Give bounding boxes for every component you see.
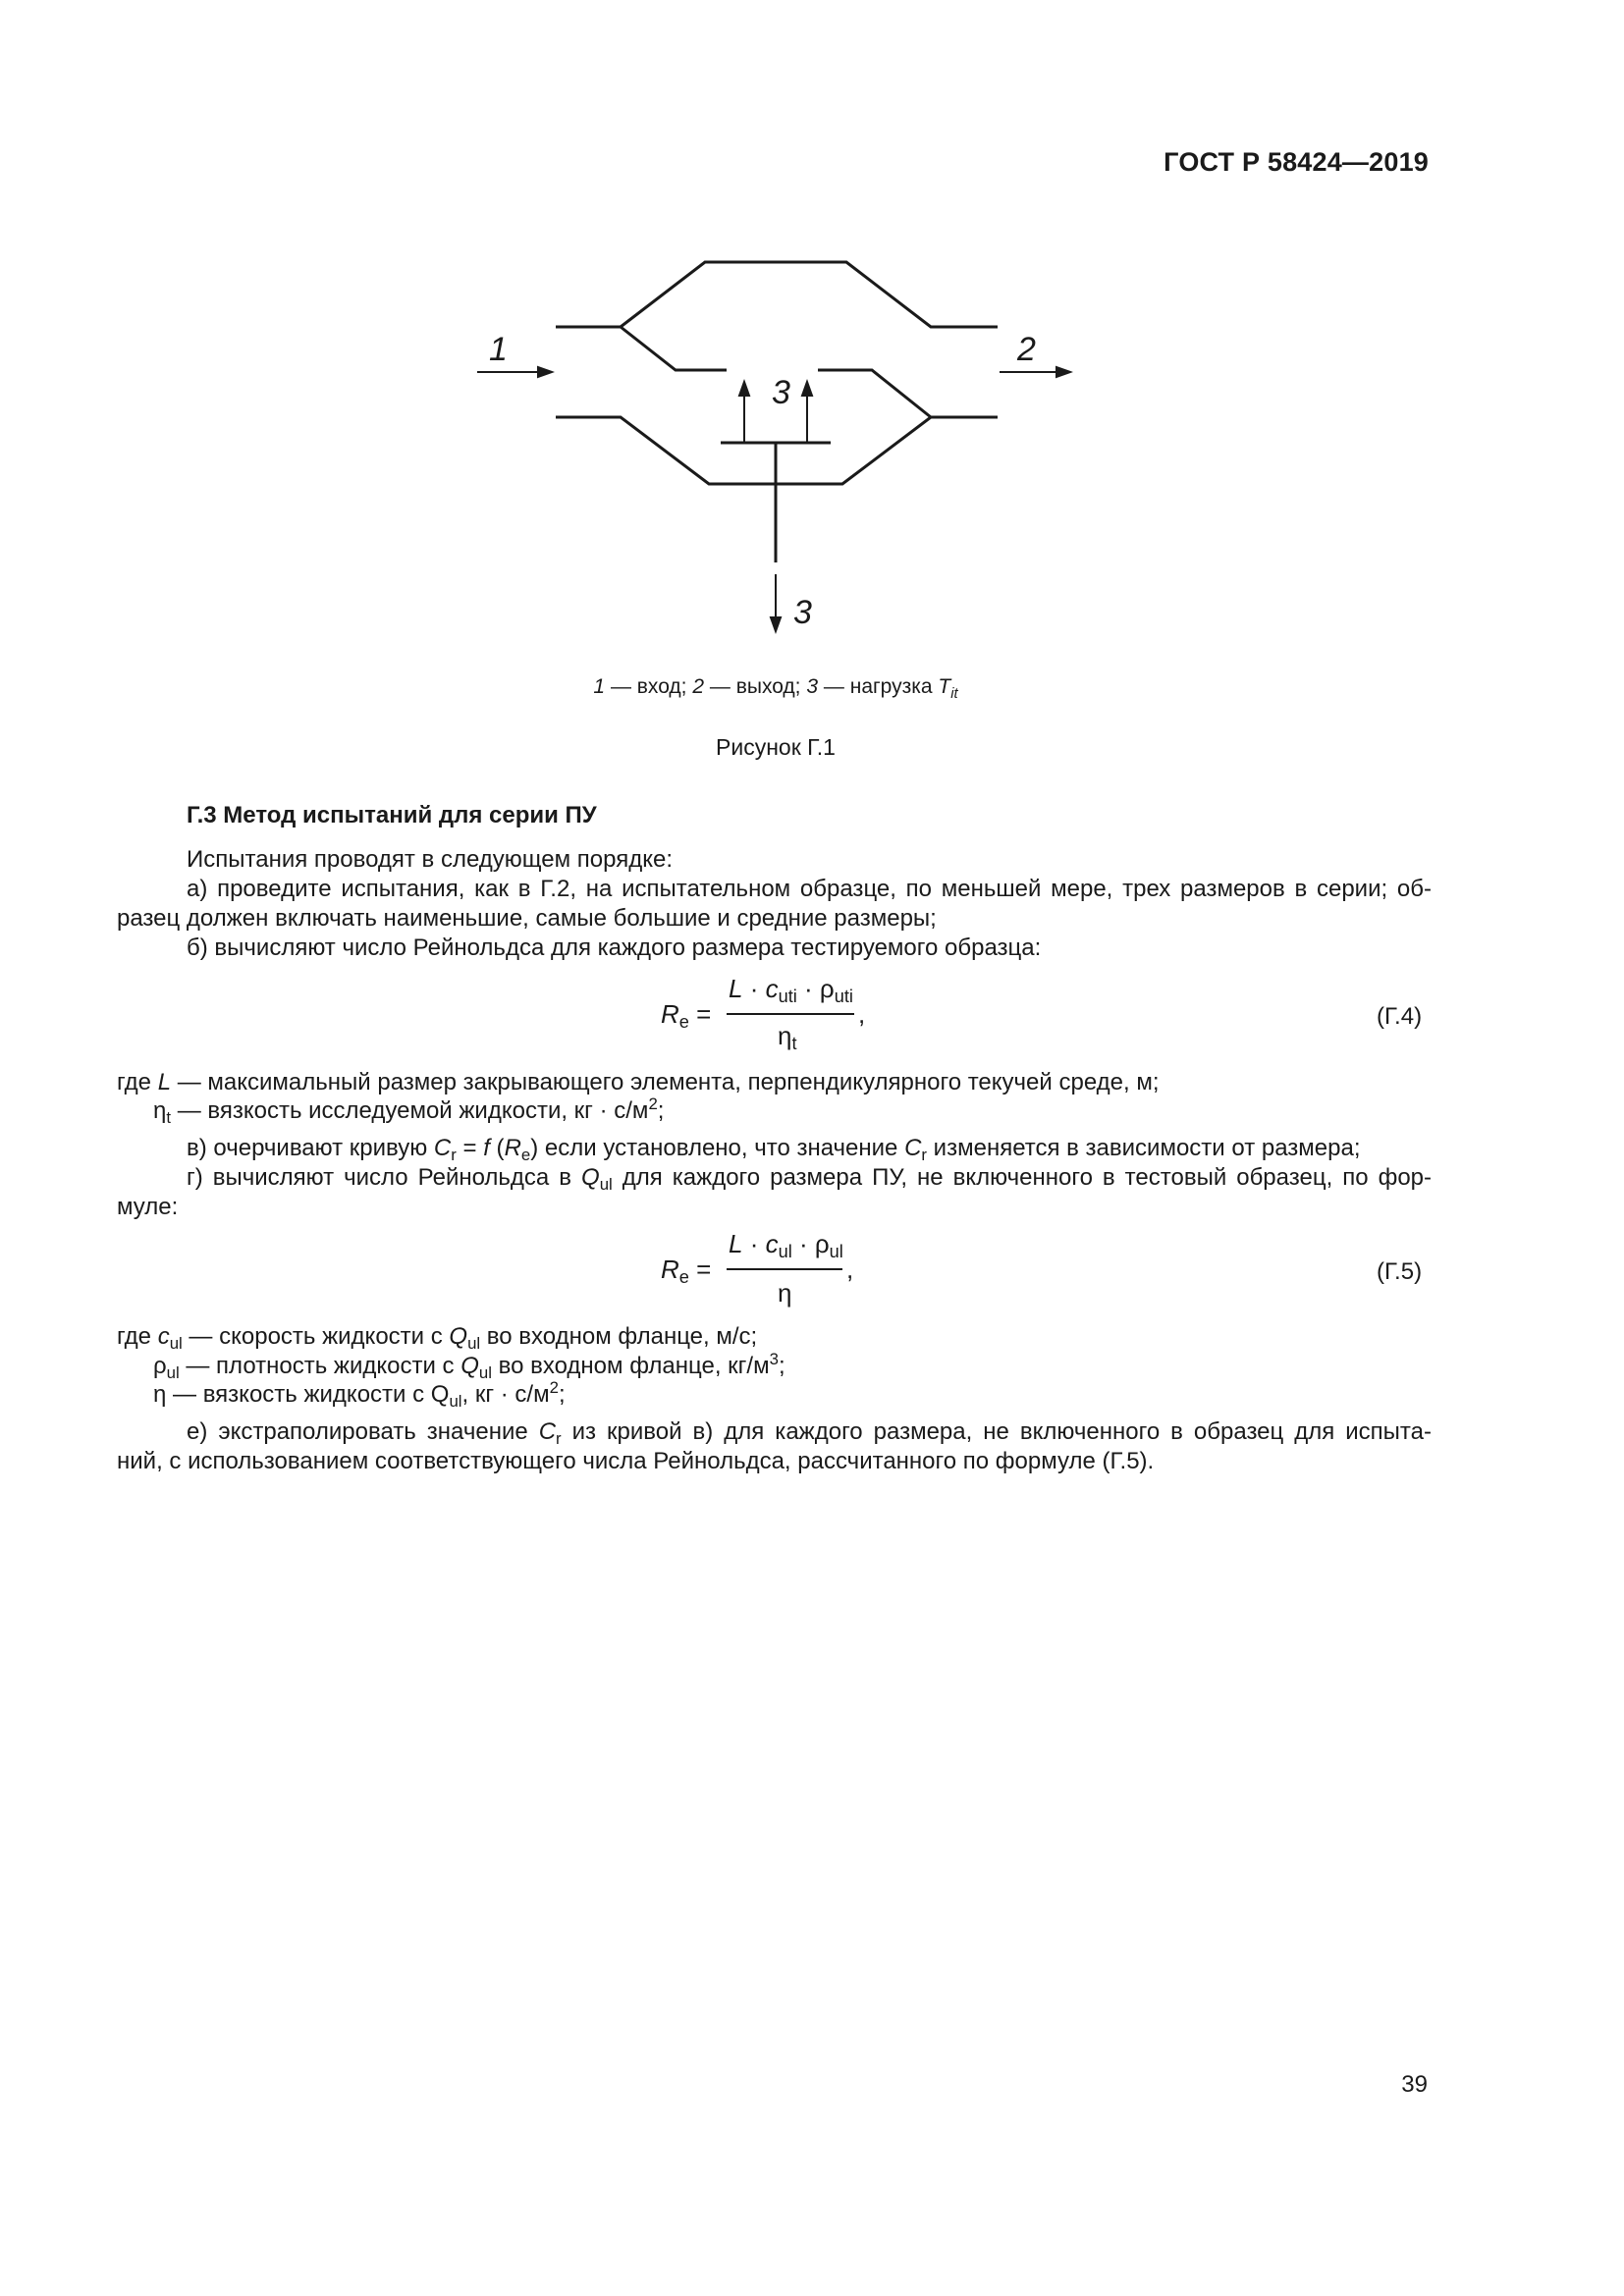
item-a-line2: разец должен включать наименьшие, самые большие и средние размеры; bbox=[117, 905, 937, 932]
formula-g5: $R_e$ = $L \cdot c_{ul} \cdot \rho_{ul}$ η , (Г.5) bbox=[661, 1229, 1423, 1308]
where4-line1: где L — максимальный размер закрывающего элемента, перпендикулярного текучей среде, м; bbox=[117, 1069, 1160, 1095]
section-title: Г.3 Метод испытаний для серии ПУ bbox=[187, 802, 597, 828]
figure-g1 bbox=[469, 250, 1098, 667]
fraction-bar bbox=[727, 1268, 842, 1270]
item-v: в) очерчивают кривую $C_r = f$ $(R_e)$ если установлено, что значение $C_r$ изменяется в зависимости от размера; bbox=[187, 1135, 1361, 1164]
item-g-line2: муле: bbox=[117, 1194, 179, 1220]
item-g-line1: г) вычисляют число Рейнольдса в $Q_{ul}$ для каждого размера ПУ, не включенного в тестовый образец, по фор- bbox=[187, 1164, 1432, 1194]
where5-line3: η — вязкость жидкости с $Q_{ul}$, кг · $с/м^2$; bbox=[153, 1378, 566, 1411]
label-load-bottom: 3 bbox=[793, 594, 812, 631]
item-a-line1: а) проведите испытания, как в Г.2, на испытательном образце, по меньшей мере, трех размеров в серии; об- bbox=[187, 876, 1432, 902]
load-arrowhead-right bbox=[802, 382, 812, 396]
fraction-bar bbox=[727, 1013, 854, 1015]
equation-number: (Г.4) bbox=[1377, 1003, 1423, 1030]
inlet-arrowhead bbox=[538, 367, 552, 377]
flow-diagram bbox=[469, 250, 1098, 663]
document-code: ГОСТ Р 58424—2019 bbox=[1164, 147, 1429, 177]
label-inlet: 1 bbox=[489, 331, 508, 368]
formula-g4: $R_e$ = $L \cdot c_{uti} \cdot \rho_{uti}$ $\eta_t$ , (Г.4) bbox=[661, 974, 1423, 1053]
item-e-line2: ний, с использованием соответствующего числа Рейнольдса, рассчитанного по формуле (Г.5). bbox=[117, 1448, 1155, 1474]
equation-number: (Г.5) bbox=[1377, 1258, 1423, 1285]
outlet-arrowhead bbox=[1056, 367, 1070, 377]
label-outlet: 2 bbox=[1017, 331, 1036, 368]
label-load-top: 3 bbox=[772, 374, 790, 411]
where4-line2: $\eta_t$ — вязкость исследуемой жидкости, кг · $с/м^2$; bbox=[153, 1095, 665, 1127]
vessel-outline bbox=[556, 262, 998, 562]
inner-upper-wall bbox=[621, 327, 727, 370]
page-number: 39 bbox=[1401, 2071, 1428, 2098]
item-e-line1: е) экстраполировать значение $C_r$ из кривой в) для каждого размера, не включенного в образец для испыта- bbox=[187, 1418, 1432, 1448]
load-arrowhead-down bbox=[771, 617, 781, 631]
upper-wall bbox=[556, 262, 998, 327]
item-b: б) вычисляют число Рейнольдса для каждого размера тестируемого образца: bbox=[187, 934, 1042, 961]
where5-line1: где $c_{ul}$ — скорость жидкости с $Q_{ul}$ во входном фланце, м/с; bbox=[117, 1323, 758, 1353]
figure-legend: 1 — вход; 2 — выход; 3 — нагрузка $T_{it}$ bbox=[593, 675, 958, 702]
inner-right-wall bbox=[818, 370, 931, 417]
intro-line: Испытания проводят в следующем порядке: bbox=[187, 846, 673, 873]
figure-caption: Рисунок Г.1 bbox=[716, 734, 836, 760]
where5-line2: $\rho_{ul}$ — плотность жидкости с $Q_{ul}$ во входном фланце, $кг/м^3$; bbox=[153, 1350, 785, 1382]
load-arrowhead-left bbox=[739, 382, 749, 396]
